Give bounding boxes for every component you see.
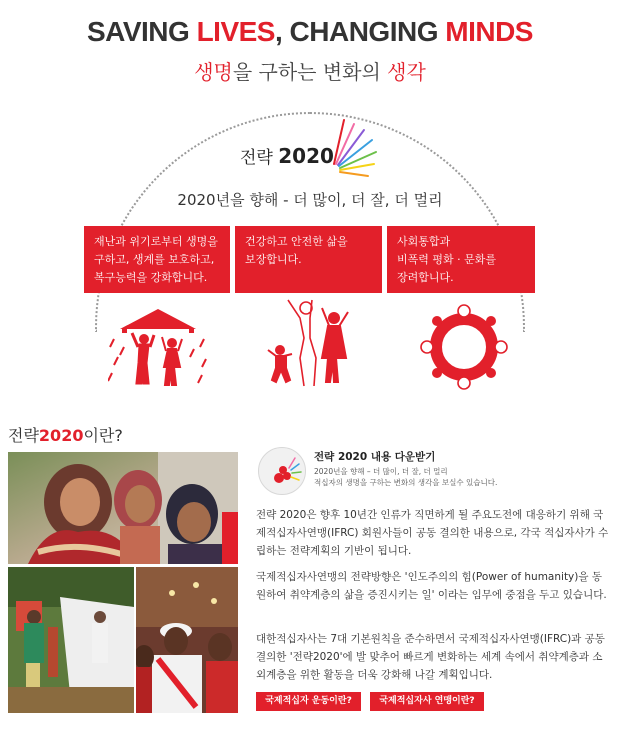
section-title: [8, 423, 123, 446]
strategy-label: [240, 143, 334, 168]
paragraph-intro: 전략 2020은 향후 10년간 인류가 직면하게 될 주요도전에 대응하기 위해 국제적십자사연맹(IFRC) 회원사들이 공동 결의한 내용으로, 각국 적십자사가 수립하는 전략계획의 기반이 됩니다.: [256, 509, 609, 557]
goal-box-3-line: 장려합니다.: [397, 271, 454, 284]
goal-box-3: [387, 226, 535, 293]
hero-title-part1: SAVING: [87, 16, 197, 47]
section-title-year: 2020: [38, 426, 84, 445]
goal-box-1-line: 구하고, 생계를 보호하고,: [94, 253, 215, 266]
download-box[interactable]: [258, 447, 608, 497]
ifrc-federation-button[interactable]: 국제적십자사 연맹이란?: [370, 692, 484, 711]
strategy-2020-logo-icon[interactable]: [258, 447, 306, 495]
healthy-family-icon: [264, 298, 360, 390]
hero-title-part3: , CHANGING: [274, 16, 446, 47]
section-title-suffix: 이란?: [83, 426, 123, 445]
paragraph-direction: 국제적십자사연맹의 전략방향은 '인도주의의 힘(Power of humanity)을 동원하여 취약계층의 삶을 증진시키는 일' 이라는 임무에 중점을 두고 있습니다.: [256, 571, 607, 601]
goal-box-1-line: 복구능력을 강화합니다.: [94, 271, 208, 284]
paragraph-korean-rc: 대한적십자사는 7대 기본원칙을 준수하면서 국제적십자사연맹(IFRC)과 공동 결의한 '전략2020'에 발 맞추어 빠르게 변화하는 세계 속에서 취약계층과 소외계층을 위한 활동을 더욱 강화해 나갈 계획입니다.: [256, 633, 605, 681]
social-inclusion-icon: [415, 303, 513, 391]
children-photo: [8, 452, 238, 564]
red-cross-movement-button[interactable]: 국제적십자 운동이란?: [256, 692, 361, 711]
shelter-protect-icon: [108, 303, 208, 389]
hero-title-minds: MINDS: [445, 16, 533, 47]
hero-title-lives: LIVES: [196, 16, 275, 47]
strategy-goal-line: 2020년을 향해 - 더 많이, 더 잘, 더 멀리: [177, 191, 443, 209]
hero-subtitle-part3: 생각: [387, 60, 426, 84]
strategy-label-prefix: 전략: [240, 148, 279, 168]
hero-subtitle-part2: 을 구하는 변화의: [232, 60, 388, 84]
goal-box-1-line: 재난과 위기로부터 생명을: [94, 235, 218, 248]
hero-subtitle-part1: 생명: [194, 60, 233, 84]
strategy-label-year: 2020: [278, 144, 334, 168]
download-desc-line: 2020년을 향해 – 더 많이, 더 잘, 더 멀리: [314, 467, 448, 476]
volunteers-photo: [136, 567, 238, 713]
goal-box-2-line: 건강하고 안전한 삶을: [245, 235, 348, 248]
goal-box-1: [84, 226, 230, 293]
goal-box-2: [235, 226, 382, 293]
download-description: [314, 466, 604, 488]
goal-box-3-line: 비폭력 평화 · 문화를: [397, 253, 496, 266]
goal-box-3-line: 사회통합과: [397, 235, 451, 248]
hero-title: [0, 16, 620, 48]
goal-box-2-line: 보장합니다.: [245, 253, 302, 266]
color-burst-icon: [330, 118, 378, 180]
download-title[interactable]: 전략 2020 내용 다운받기: [314, 451, 436, 463]
download-desc-line: 적십자의 생명을 구하는 변화의 생각을 보실수 있습니다.: [314, 478, 498, 487]
section-title-prefix: 전략: [8, 426, 39, 445]
hero-subtitle: [0, 56, 620, 85]
aid-distribution-photo: [8, 567, 134, 713]
